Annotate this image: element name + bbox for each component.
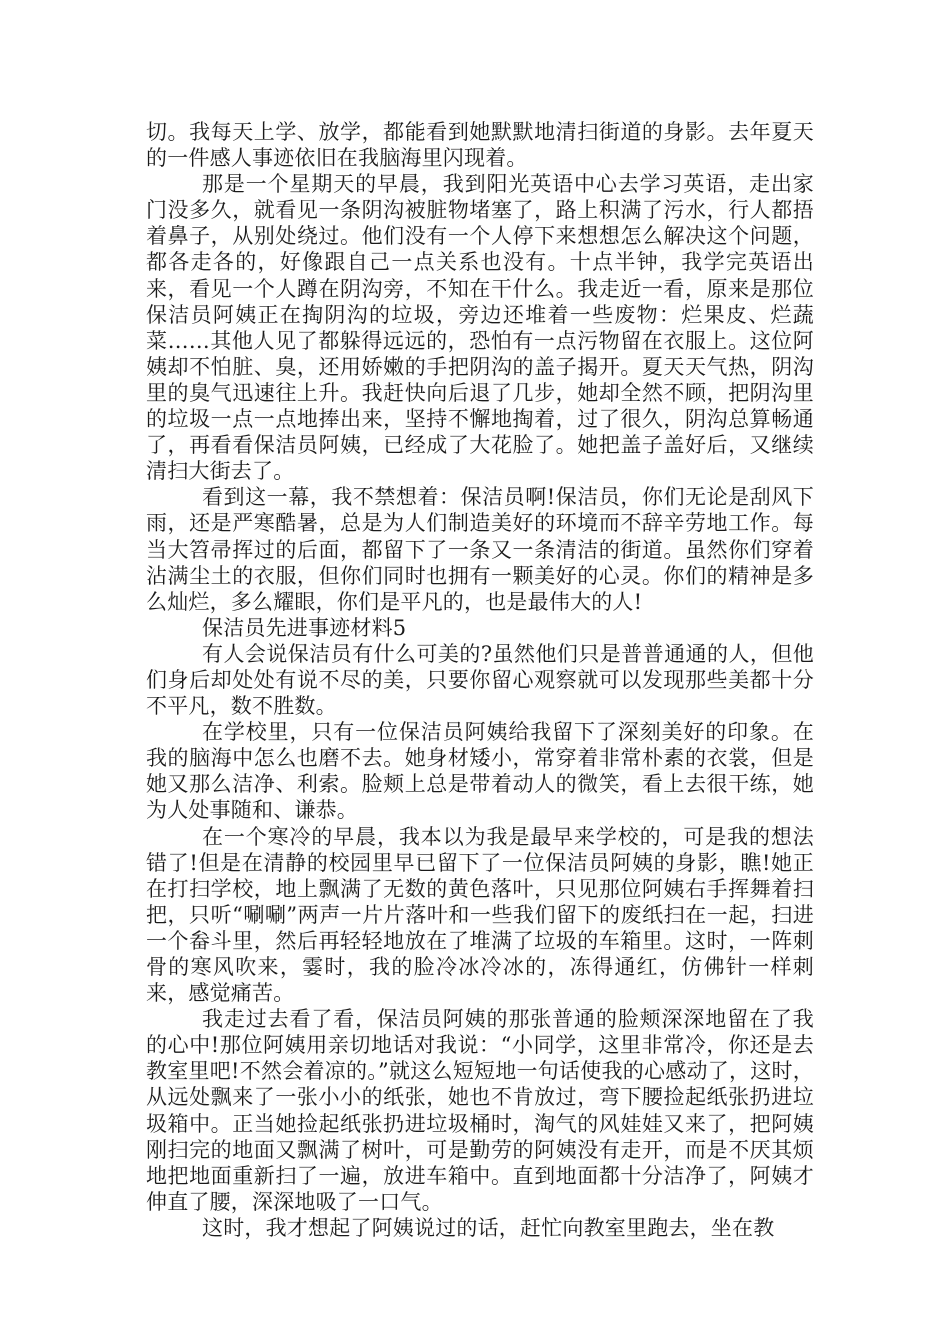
paragraph: 我走过去看了看，保洁员阿姨的那张普通的脸颊深深地留在了我的心中!那位阿姨用亲切地话对我说：“小同学，这里非常冷，你还是去教室里吧!不然会着凉的。”就这么短短地一句话使我的心感动了，这时，从远处飘来了一张小小的纸张，她也不肯放过，弯下腰捡起纸张扔进垃圾箱中。正当她捡起纸张扔进垃圾桶时，淘气的风娃娃又来了，把阿姨刚扫完的地面又飘满了树叶，可是勤劳的阿姨没有走开，而是不厌其烦地把地面重新扫了一遍，放进车箱中。直到地面都十分洁净了，阿姨才伸直了腰，深深地吸了一口气。 (146, 1007, 814, 1214)
paragraph: 这时，我才想起了阿姨说过的话，赶忙向教室里跑去，坐在教 (202, 1215, 775, 1240)
paragraph: 那是一个星期天的早晨，我到阳光英语中心去学习英语，走出家门没多久，就看见一条阴沟被脏物堵塞了，路上积满了污水，行人都捂着鼻子，从别处绕过。他们没有一个人停下来想想怎么解决这个问题，都各走各的，好像跟自己一点关系也没有。十点半钟，我学完英语出来，看见一个人蹲在阴沟旁，不知在干什么。我走近一看，原来是那位保洁员阿姨正在掏阴沟的垃圾，旁边还堆着一些废物：烂果皮、烂蔬菜……其他人见了都躲得远远的，恐怕有一点污物留在衣服上。这位阿姨却不怕脏、臭，还用娇嫩的手把阴沟的盖子揭开。夏天天气热，阴沟里的臭气迅速往上升。我赶快向后退了几步，她却全然不顾，把阴沟里的垃圾一点一点地捧出来，坚持不懈地掏着，过了很久，阴沟总算畅通了，再看看保洁员阿姨，已经成了大花脸了。她把盖子盖好后，又继续清扫大街去了。 (146, 172, 814, 484)
document-body (146, 119, 814, 1241)
paragraph: 有人会说保洁员有什么可美的?虽然他们只是普普通通的人，但他们身后却处处有说不尽的美，只要你留心观察就可以发现那些美都十分不平凡，数不胜数。 (146, 641, 814, 719)
paragraph: 在一个寒冷的早晨，我本以为我是最早来学校的，可是我的想法错了!但是在清静的校园里早已留下了一位保洁员阿姨的身影，瞧!她正在打扫学校，地上飘满了无数的黄色落叶，只见那位阿姨右手挥舞着扫把，只听“唰唰”两声一片片落叶和一些我们留下的废纸扫在一起，扫进一个畚斗里，然后再轻轻地放在了堆满了垃圾的车箱里。这时，一阵刺骨的寒风吹来，霎时，我的脸冷冰冷冰的，冻得通红，仿佛针一样刺来，感觉痛苦。 (146, 824, 814, 1006)
paragraph: 切。我每天上学、放学，都能看到她默默地清扫街道的身影。去年夏天的一件感人事迹依旧在我脑海里闪现着。 (146, 120, 814, 171)
paragraph: 在学校里，只有一位保洁员阿姨给我留下了深刻美好的印象。在我的脑海中怎么也磨不去。她身材矮小，常穿着非常朴素的衣裳，但是她又那么洁净、利索。脸颊上总是带着动人的微笑，看上去很干练，她为人处事随和、谦恭。 (146, 720, 814, 823)
paragraph: 看到这一幕，我不禁想着：保洁员啊!保洁员，你们无论是刮风下雨，还是严寒酷暑，总是为人们制造美好的环境而不辞辛劳地工作。每当大笤帚挥过的后面，都留下了一条又一条清洁的街道。虽然你们穿着沾满尘土的衣服，但你们同时也拥有一颗美好的心灵。你们的精神是多么灿烂，多么耀眼，你们是平凡的，也是最伟大的人! (146, 485, 814, 614)
section-heading: 保洁员先进事迹材料5 (202, 615, 407, 640)
